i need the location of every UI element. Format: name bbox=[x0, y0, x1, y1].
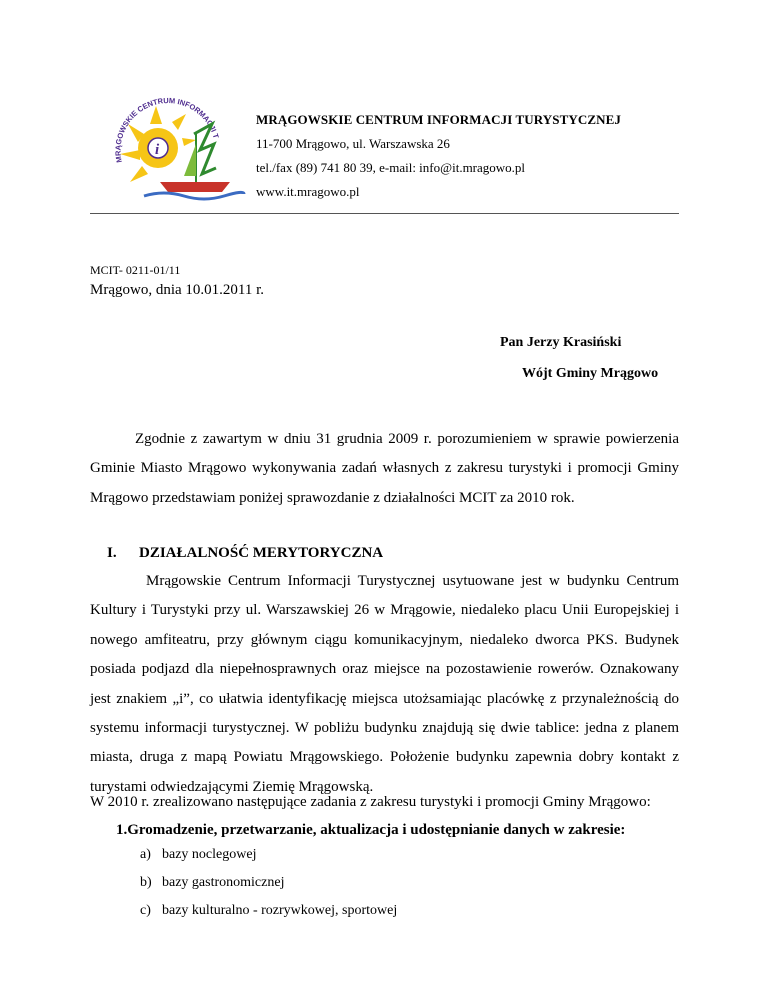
list-item bbox=[140, 841, 397, 869]
date-line: Mrągowo, dnia 10.01.2011 r. bbox=[90, 282, 265, 298]
header-divider bbox=[90, 213, 679, 214]
subsection-title: 1.Gromadzenie, przetwarzanie, aktualizacja i udostępnianie danych w zakresie: bbox=[116, 822, 626, 838]
logo-ring-text: MRĄGOWSKIE CENTRUM INFORMACJI T bbox=[113, 95, 221, 164]
intro-paragraph: Zgodnie z zawartym w dniu 31 grudnia 2009 r. porozumieniem w sprawie powierzenia Gminie Miasto Mrągowo wykonywania zadań własnych z zakresu turystyki i promocji Gminy Mrągowo przedstawiam poniżej sprawozdanie z działalności MCIT za 2010 rok. bbox=[90, 431, 679, 506]
list-item-text: bazy noclegowej bbox=[162, 847, 257, 862]
list-item-label: c) bbox=[140, 903, 151, 918]
water-icon bbox=[144, 192, 244, 199]
organization-address: 11-700 Mrągowo, ul. Warszawska 26 bbox=[256, 136, 450, 151]
letterhead bbox=[256, 108, 621, 204]
recipient-block bbox=[500, 327, 658, 389]
section-heading bbox=[107, 545, 383, 562]
list-item bbox=[140, 869, 397, 897]
recipient-position: Wójt Gminy Mrągowo bbox=[522, 366, 659, 381]
mcit-logo bbox=[104, 84, 254, 204]
organization-name: MRĄGOWSKIE CENTRUM INFORMACJI TURYSTYCZNEJ bbox=[256, 112, 622, 127]
list-item-text: bazy kulturalno - rozrywkowej, sportowej bbox=[162, 903, 398, 918]
section-paragraph: Mrągowskie Centrum Informacji Turystycznej usytuowane jest w budynku Centrum Kultury i Turystyki przy ul. Warszawskiej 26 w Mrągowie, niedaleko placu Unii Europejskiej i nowego amfiteatru, przy głównym ciągu komunikacyjnym, niedaleko dworca PKS. Budynek posiada podjazd dla niepełnosprawnych oraz miejsce na pozostawienie rowerów. Oznakowany jest znakiem „i”, co ułatwia identyfikację miejsca utożsamiając placówkę z przynależnością do systemu informacji turystycznej. W pobliżu budynku znajdują się dwie tablice: jedna z planem miasta, druga z mapą Powiatu Mrągowskiego. Położenie budynku zapewnia dobry kontakt z turystami odwiedzającymi Ziemię Mrągowską. bbox=[90, 573, 679, 795]
section-title: DZIAŁALNOŚĆ MERYTORYCZNA bbox=[139, 545, 384, 561]
organization-website[interactable]: www.it.mragowo.pl bbox=[256, 184, 360, 199]
list-item bbox=[140, 897, 397, 925]
logo-letter: i bbox=[155, 142, 160, 158]
section-number: I. bbox=[107, 545, 117, 561]
data-scope-list bbox=[140, 841, 397, 925]
boat-icon bbox=[160, 182, 230, 192]
recipient-name: Pan Jerzy Krasiński bbox=[500, 335, 622, 350]
list-item-label: a) bbox=[140, 847, 151, 862]
list-item-text: bazy gastronomicznej bbox=[162, 875, 285, 890]
sun-sailboat-logo-icon bbox=[104, 84, 254, 204]
tasks-intro: W 2010 r. zrealizowano następujące zadania z zakresu turystyki i promocji Gminy Mrągowo: bbox=[90, 794, 651, 810]
list-item-label: b) bbox=[140, 875, 152, 890]
organization-contact: tel./fax (89) 741 80 39, e-mail: info@it.mragowo.pl bbox=[256, 160, 526, 175]
document-reference: MCIT- 0211-01/11 bbox=[90, 263, 181, 277]
